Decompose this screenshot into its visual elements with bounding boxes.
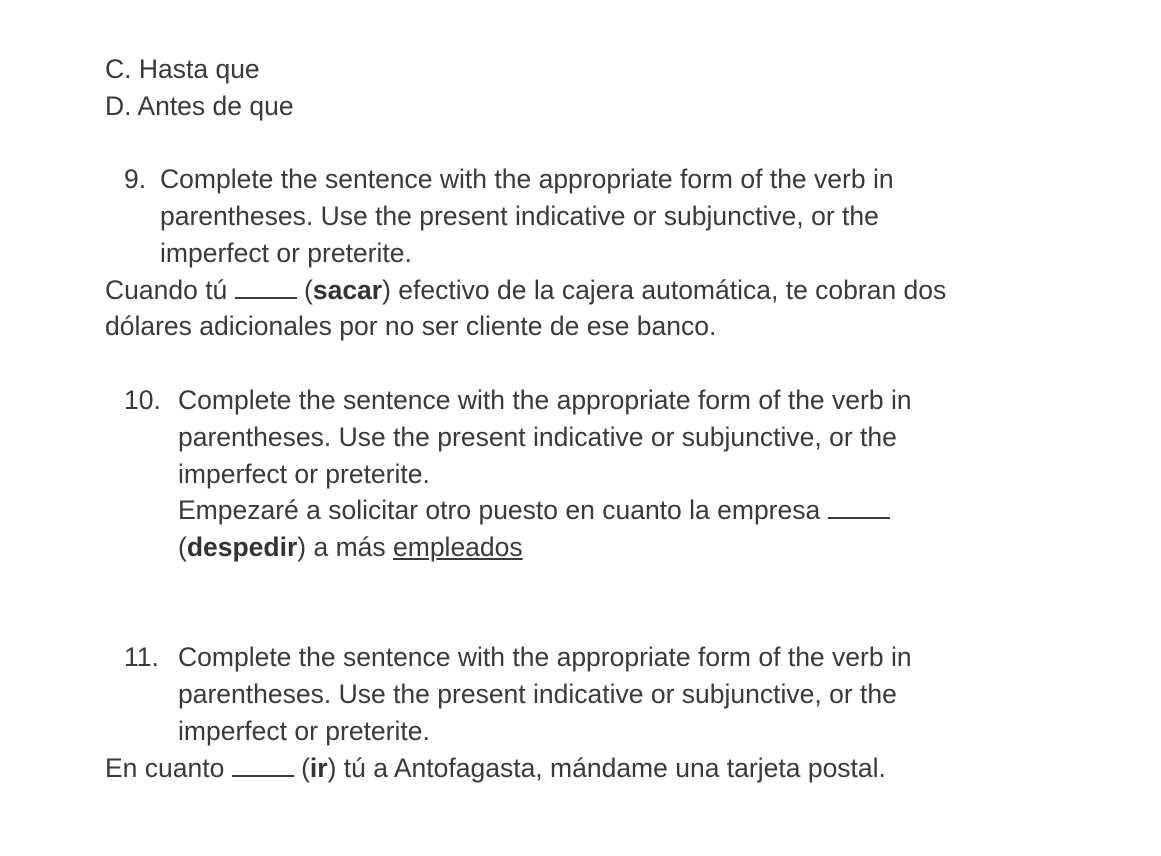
question-9-instruction-line-3: imperfect or preterite. <box>160 238 412 268</box>
question-9-instruction-line-2: parentheses. Use the present indicative or subjunctive, or the <box>160 201 879 231</box>
sentence-text: ) tú a Antofagasta, mándame una tarjeta postal. <box>327 753 886 783</box>
question-11-sentence <box>105 750 886 786</box>
option-d: D. Antes de que <box>105 91 294 121</box>
question-9-sentence-line-1 <box>105 272 946 308</box>
question-11-number: 11. <box>124 642 159 672</box>
sentence-text: ) a más <box>297 532 393 562</box>
verb-infinitive: ir <box>309 753 328 783</box>
question-9-sentence-line-2: dólares adicionales por no ser cliente de ese banco. <box>105 311 717 341</box>
sentence-text: Empezaré a solicitar otro puesto en cuanto la empresa <box>178 495 828 525</box>
sentence-text: ) efectivo de la cajera automática, te cobran dos <box>382 275 947 305</box>
question-11-instruction-line-1: Complete the sentence with the appropriate form of the verb in <box>178 642 912 672</box>
underlined-word: empleados <box>393 532 523 562</box>
question-11-instruction-line-3: imperfect or preterite. <box>178 716 430 746</box>
sentence-text: ( <box>178 532 187 562</box>
question-10-number: 10. <box>124 385 161 415</box>
sentence-text: ( <box>296 275 313 305</box>
answer-blank[interactable] <box>232 753 294 777</box>
question-10-instruction-line-2: parentheses. Use the present indicative or subjunctive, or the <box>178 422 897 452</box>
question-10-sentence-line-2 <box>178 529 523 565</box>
question-9-instruction-line-1: Complete the sentence with the appropriate form of the verb in <box>160 164 894 194</box>
answer-blank[interactable] <box>828 495 890 519</box>
question-10-instruction-line-3: imperfect or preterite. <box>178 459 430 489</box>
answer-blank[interactable] <box>235 275 297 299</box>
question-11-instruction-line-2: parentheses. Use the present indicative or subjunctive, or the <box>178 679 897 709</box>
sentence-text: Cuando tú <box>105 275 235 305</box>
question-10-instruction-line-1: Complete the sentence with the appropriate form of the verb in <box>178 385 912 415</box>
sentence-text: En cuanto <box>105 753 232 783</box>
sentence-text: ( <box>293 753 310 783</box>
verb-infinitive: despedir <box>186 532 298 562</box>
option-c: C. Hasta que <box>105 54 260 84</box>
question-9-number: 9. <box>124 164 147 194</box>
verb-infinitive: sacar <box>312 275 383 305</box>
question-10-sentence-line-1 <box>178 492 890 528</box>
